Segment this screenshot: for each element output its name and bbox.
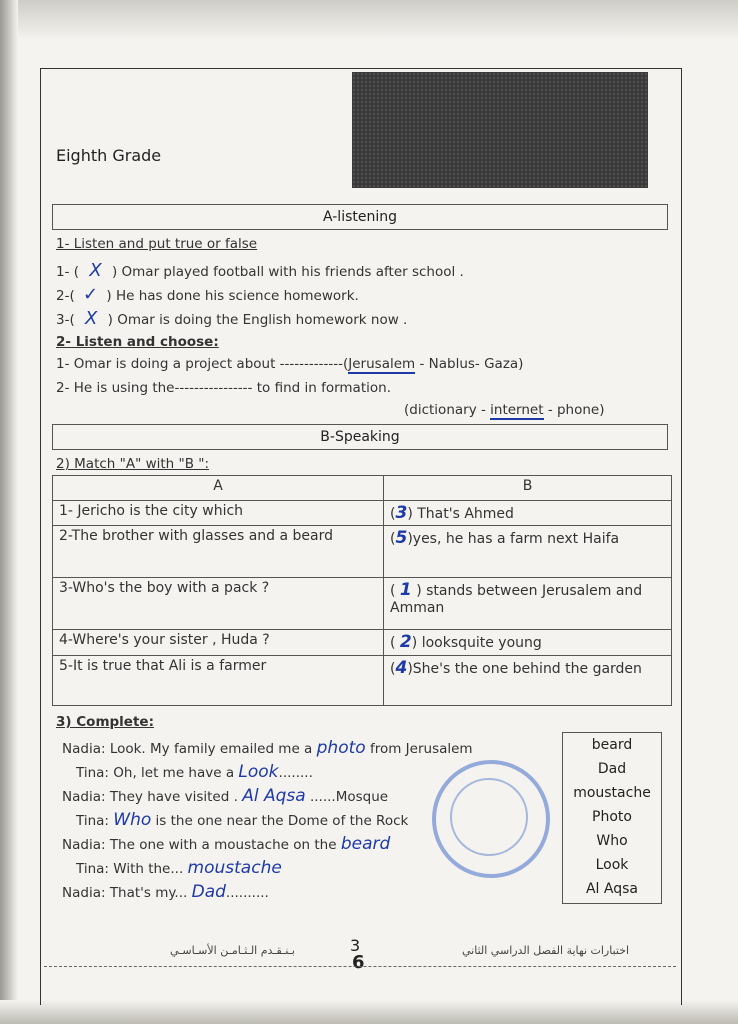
match-answer: 3 — [395, 503, 408, 523]
complete-title: 3) Complete: — [56, 714, 154, 730]
section-speaking-title: B-Speaking — [52, 424, 668, 450]
tf-item-2: 2-( ✓ ) He has done his science homework. — [56, 284, 359, 305]
word-bank — [562, 732, 662, 904]
scan-shadow-top — [0, 0, 738, 40]
tf-mark-2: ✓ — [83, 284, 99, 305]
section-listening-title: A-listening — [52, 204, 668, 230]
word-bank-item: Look — [595, 857, 629, 873]
choose-item-1: 1- Omar is doing a project about -------------(Jerusalem - Nablus- Gaza) — [56, 356, 524, 372]
word-bank-item: beard — [591, 737, 633, 753]
dialogue-line-7: Nadia: That's my... Dad.......... — [62, 882, 269, 902]
word-bank-item: moustache — [573, 785, 651, 801]
match-table — [52, 475, 672, 706]
header-photo — [352, 72, 648, 188]
dialogue-line-1: Nadia: Look. My family emailed me a photo from Jerusalem — [62, 738, 473, 758]
tf-mark-1: X — [89, 260, 102, 281]
match-answer: 4 — [395, 658, 408, 678]
tf-item-3: 3-( X ) Omar is doing the English homework now . — [56, 308, 408, 329]
table-row: 3-Who's the boy with a pack ? ( 1 ) stands between Jerusalem and Amman — [53, 578, 672, 630]
tf-mark-3: X — [85, 308, 98, 329]
scan-shadow-left — [0, 0, 18, 1024]
match-answer: 2 — [399, 632, 412, 652]
page-number-bottom: 6 — [352, 952, 365, 973]
choose-item-2: 2- He is using the---------------- to find in formation. — [56, 380, 391, 396]
match-col-a: A — [53, 476, 384, 501]
footer-left-text: بـنـقـدم الـثـامـن الأسـاسـي — [170, 944, 295, 957]
dialogue-line-3: Nadia: They have visited . Al Aqsa ......Mosque — [62, 786, 389, 806]
word-bank-item: Dad — [597, 761, 627, 777]
word-bank-item: Who — [596, 833, 628, 849]
footer-divider — [44, 966, 676, 967]
footer-right-text: اختبارات نهاية الفصل الدراسي الثاني — [462, 944, 630, 957]
table-row: 5-It is true that Ali is a farmer (4)She's the one behind the garden — [53, 656, 672, 706]
dialogue-line-5: Nadia: The one with a moustache on the beard — [62, 834, 391, 854]
dialogue-line-4: Tina: Who is the one near the Dome of the Rock — [76, 810, 409, 830]
word-bank-item: Al Aqsa — [585, 881, 638, 897]
match-answer: 1 — [399, 580, 412, 600]
q1-title: 1- Listen and put true or false — [56, 236, 258, 252]
choose-answer-1: Jerusalem — [348, 356, 416, 372]
grade-title: Eighth Grade — [56, 146, 162, 165]
table-row: 4-Where's your sister , Huda ? ( 2) looksquite young — [53, 630, 672, 656]
match-answer: 5 — [395, 528, 408, 548]
choose-answer-2: internet — [490, 402, 544, 418]
table-row: 1- Jericho is the city which (3) That's Ahmed — [53, 501, 672, 526]
match-title: 2) Match "A" with "B ": — [56, 456, 210, 472]
q2-title: 2- Listen and choose: — [56, 334, 219, 350]
school-stamp-inner — [450, 778, 528, 856]
choose-options-2: (dictionary - internet - phone) — [404, 402, 605, 418]
table-row: 2-The brother with glasses and a beard (5)yes, he has a farm next Haifa — [53, 526, 672, 578]
dialogue-line-2: Tina: Oh, let me have a Look........ — [76, 762, 313, 782]
match-col-b: B — [384, 476, 672, 501]
word-bank-item: Photo — [592, 809, 632, 825]
tf-item-1: 1- ( X ) Omar played football with his friends after school . — [56, 260, 464, 281]
page-number-top: 3 — [350, 936, 361, 955]
dialogue-line-6: Tina: With the... moustache — [76, 858, 282, 878]
